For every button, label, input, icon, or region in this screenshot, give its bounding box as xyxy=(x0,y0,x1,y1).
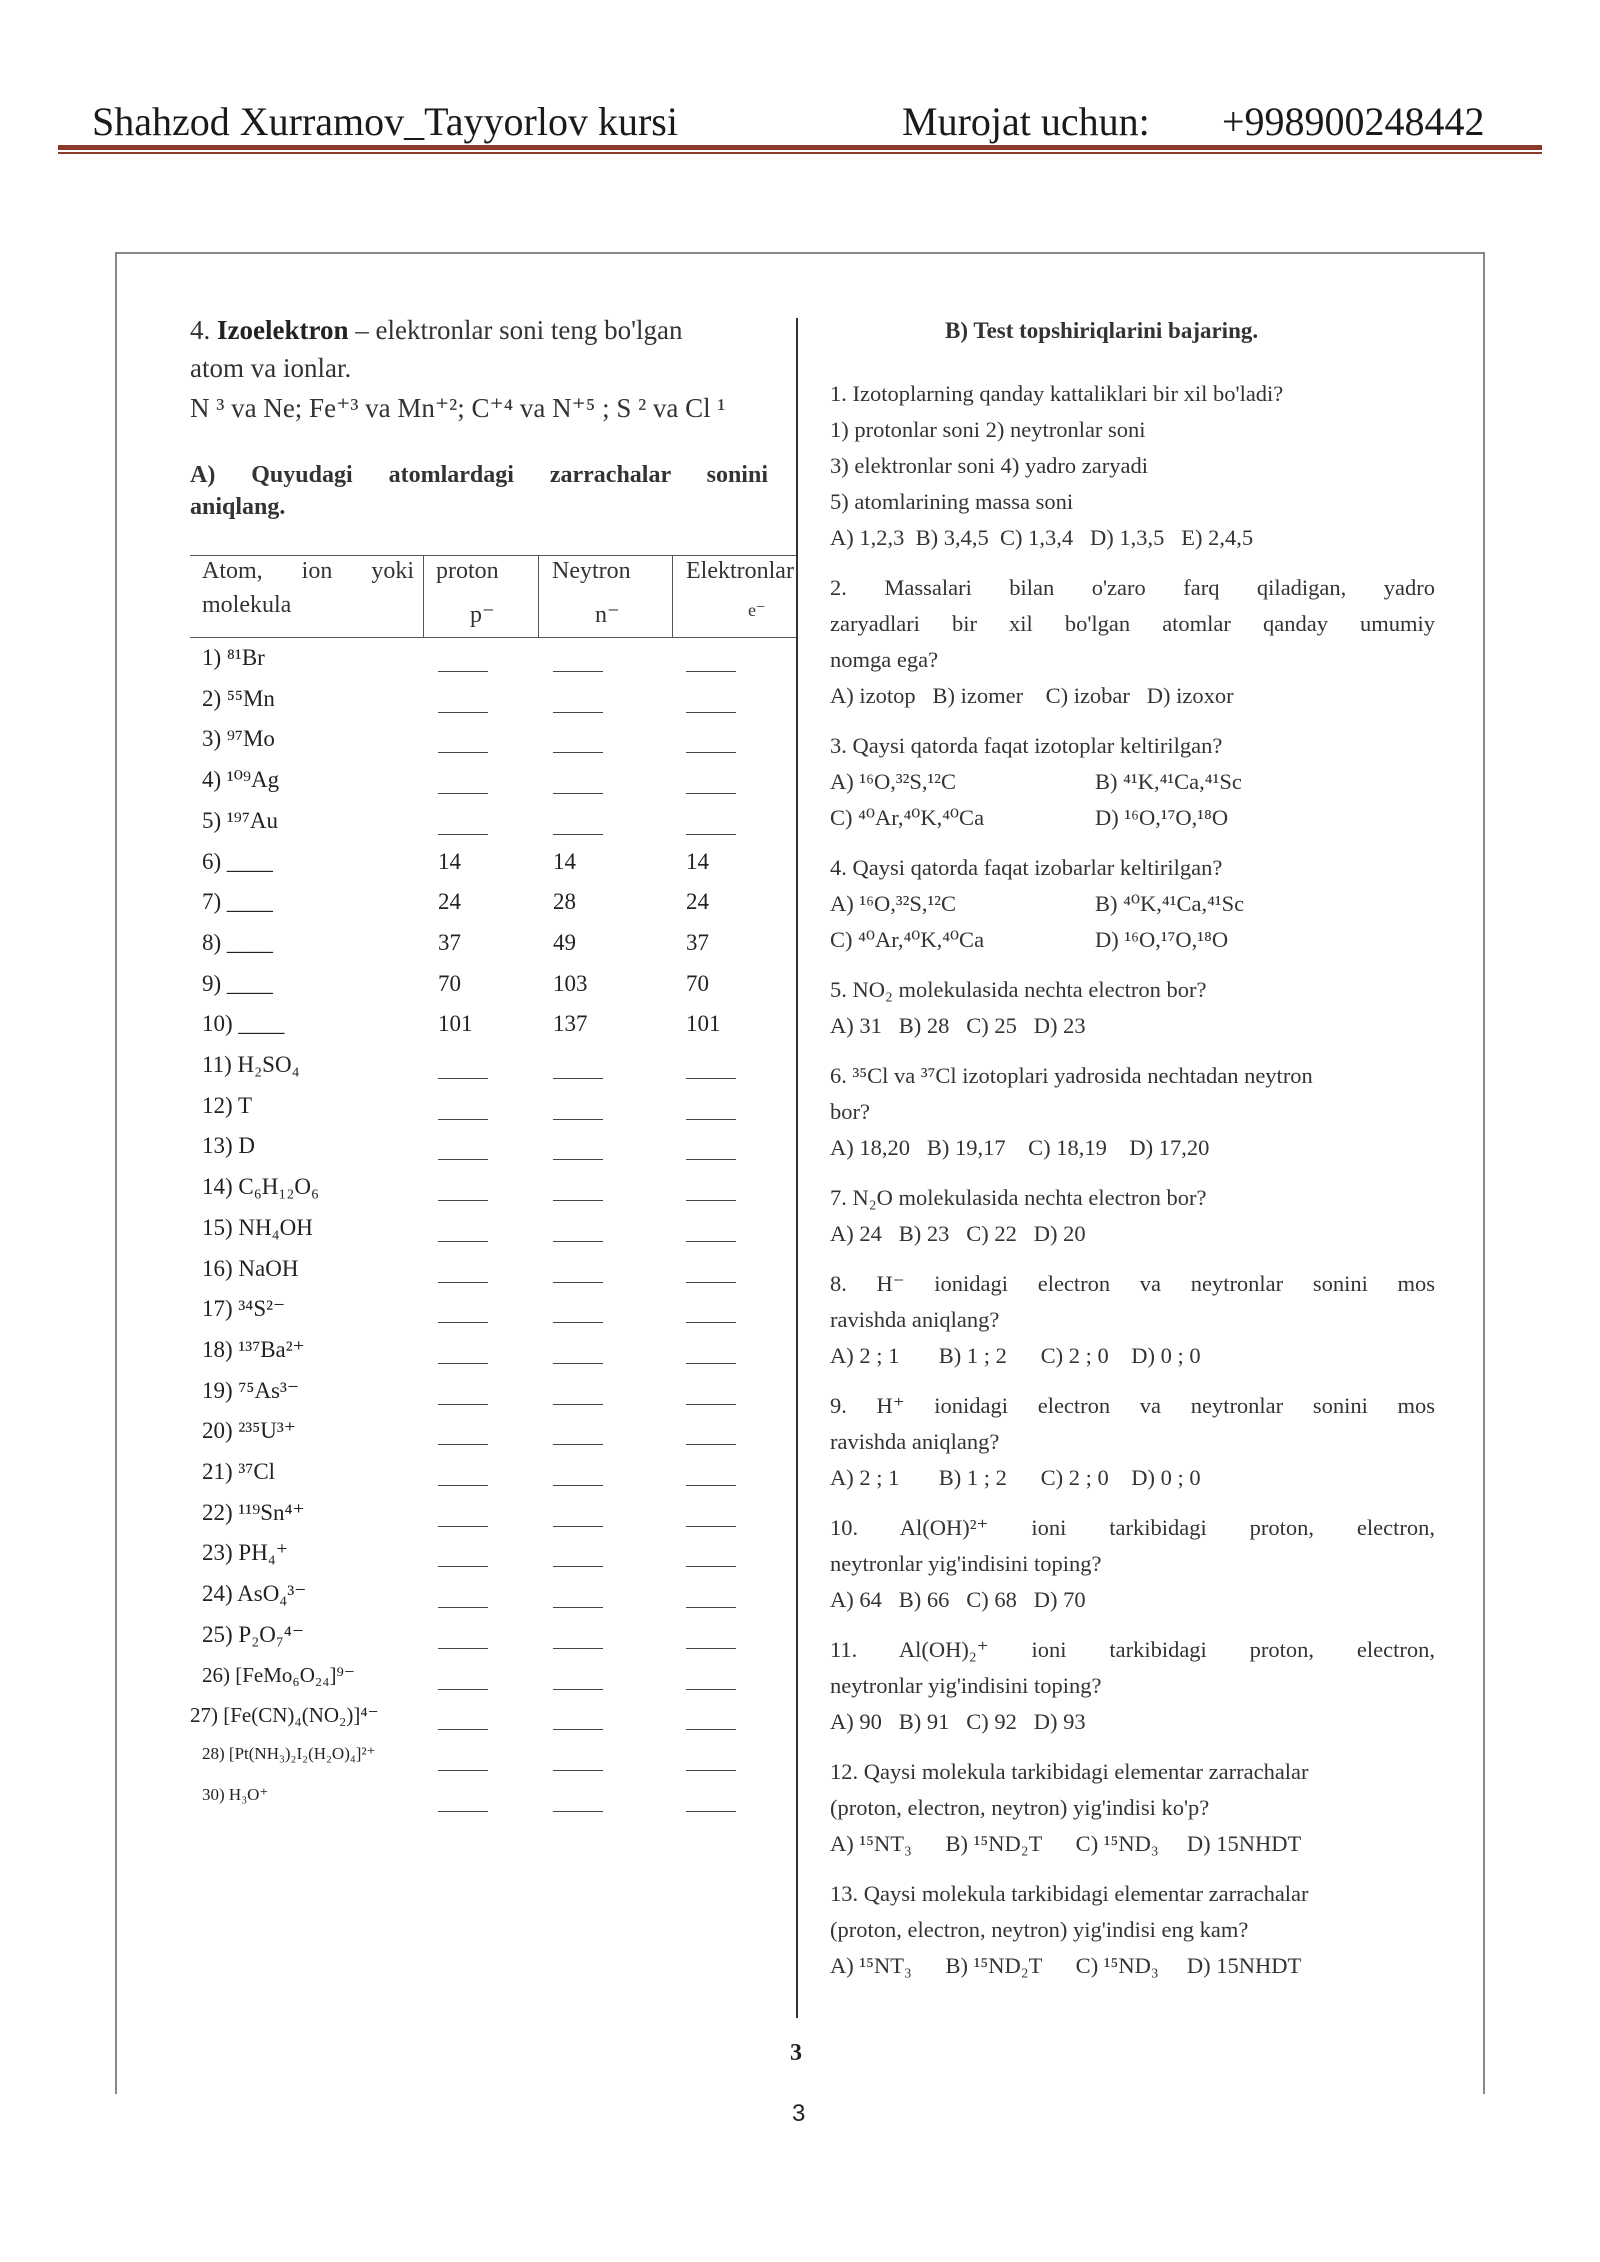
table-cell-blank xyxy=(438,1282,488,1283)
table-cell-blank xyxy=(686,1241,736,1242)
q10-text: 10. Al(OH)²⁺ ioni tarkibidagi proton, electron, xyxy=(830,1515,1435,1540)
table-row-label: 18) ¹³⁷Ba²⁺ xyxy=(202,1336,305,1362)
table-cell-blank xyxy=(553,1444,603,1445)
q13-line2: (proton, electron, neytron) yig'indisi eng kam? xyxy=(830,1917,1249,1942)
table-cell-blank xyxy=(553,1648,603,1649)
table-row-label: 7) ____ xyxy=(202,889,273,915)
table-col-divider xyxy=(672,555,673,637)
table-row-label: 12) T xyxy=(202,1092,253,1118)
table-cell-blank xyxy=(553,1729,603,1730)
table-cell-p: 101 xyxy=(438,1011,473,1037)
table-cell-blank xyxy=(438,1689,488,1690)
table-row-label: 19) ⁷⁵As³⁻ xyxy=(202,1377,300,1403)
table-cell-blank xyxy=(553,1566,603,1567)
heading-definition: – elektronlar soni teng bo'lgan xyxy=(348,315,683,345)
table-cell-blank xyxy=(686,1363,736,1364)
header-rule xyxy=(58,145,1542,150)
isoelectronic-examples: N ³ va Ne; Fe⁺³ va Mn⁺²; C⁺⁴ va N⁺⁵ ; S ² va Cl ¹ xyxy=(190,393,726,423)
table-cell-n: 103 xyxy=(553,970,588,996)
header-author: Shahzod Xurramov_Tayyorlov kursi xyxy=(92,99,678,144)
page-number: 3 xyxy=(792,2100,806,2127)
q4-option-c: C) ⁴⁰Ar,⁴⁰K,⁴⁰Ca xyxy=(830,927,985,952)
table-cell-blank xyxy=(686,752,736,753)
heading-number: 4. xyxy=(190,315,211,345)
table-cell-blank xyxy=(686,1200,736,1201)
q3-option-d: D) ¹⁶O,¹⁷O,¹⁸O xyxy=(1095,805,1229,830)
table-cell-p: 14 xyxy=(438,848,461,874)
table-col-divider xyxy=(423,555,424,637)
q10-line2: neytronlar yig'indisini toping? xyxy=(830,1551,1102,1576)
table-cell-blank xyxy=(686,1322,736,1323)
table-cell-blank xyxy=(686,1729,736,1730)
page-number-inner: 3 xyxy=(790,2040,802,2066)
table-row-label: 13) D xyxy=(202,1133,256,1159)
table-cell-blank xyxy=(686,1607,736,1608)
table-cell-blank xyxy=(686,712,736,713)
table-cell-blank xyxy=(438,1729,488,1730)
table-cell-e: 24 xyxy=(686,889,709,915)
q9-line2: ravishda aniqlang? xyxy=(830,1429,1000,1454)
test-title: B) Test topshiriqlarini bajaring. xyxy=(945,318,1259,343)
q9-text: 9. H⁺ ionidagi electron va neytronlar sonini mos xyxy=(830,1393,1435,1418)
table-cell-blank xyxy=(438,793,488,794)
table-cell-blank xyxy=(686,1078,736,1079)
table-cell-e: 14 xyxy=(686,848,709,874)
table-cell-blank xyxy=(686,1566,736,1567)
table-cell-p: 70 xyxy=(438,970,461,996)
table-cell-blank xyxy=(438,1485,488,1486)
table-row-label: 8) ____ xyxy=(202,929,273,955)
q1-options: A) 1,2,3 B) 3,4,5 C) 1,3,4 D) 1,3,5 E) 2,4,5 xyxy=(830,525,1254,550)
table-cell-blank xyxy=(438,1119,488,1120)
heading-term: Izoelektron xyxy=(217,315,349,345)
table-row-label: 9) ____ xyxy=(202,970,273,996)
table-row-label: 26) [FeMo₆O₂₄]⁹⁻ xyxy=(202,1662,355,1687)
table-cell-blank xyxy=(553,712,603,713)
q2-line2: zaryadlari bir xil bo'lgan atomlar qanday umumiy xyxy=(830,611,1435,636)
q4-text: 4. Qaysi qatorda faqat izobarlar keltirilgan? xyxy=(830,855,1223,880)
table-top-rule xyxy=(190,555,796,556)
table-cell-blank xyxy=(438,1648,488,1649)
col-header-atom-line2: molekula xyxy=(202,592,292,618)
q10-options: A) 64 B) 66 C) 68 D) 70 xyxy=(830,1587,1086,1612)
table-cell-blank xyxy=(686,671,736,672)
table-cell-blank xyxy=(553,752,603,753)
table-cell-blank xyxy=(686,1444,736,1445)
table-cell-blank xyxy=(686,1648,736,1649)
header-contact-label: Murojat uchun: xyxy=(902,99,1150,144)
table-cell-e: 70 xyxy=(686,970,709,996)
table-cell-blank xyxy=(438,1770,488,1771)
col-header-proton: proton xyxy=(436,558,499,584)
q11-options: A) 90 B) 91 C) 92 D) 93 xyxy=(830,1709,1086,1734)
header-phone: +998900248442 xyxy=(1222,99,1485,144)
table-cell-blank xyxy=(553,1363,603,1364)
table-cell-blank xyxy=(686,1689,736,1690)
table-cell-n: 14 xyxy=(553,848,576,874)
section-heading xyxy=(190,312,683,349)
table-cell-blank xyxy=(553,1689,603,1690)
q2-options: A) izotop B) izomer C) izobar D) izoxor xyxy=(830,683,1234,708)
table-cell-p: 37 xyxy=(438,929,461,955)
col-header-neutron-symbol: n⁻ xyxy=(595,602,620,628)
q8-line2: ravishda aniqlang? xyxy=(830,1307,1000,1332)
q2-text: 2. Massalari bilan o'zaro farq qiladigan, yadro xyxy=(830,575,1435,600)
table-row-label: 3) ⁹⁷Mo xyxy=(202,726,275,752)
table-row-label: 11) H₂SO₄ xyxy=(202,1052,300,1077)
table-cell-n: 49 xyxy=(553,929,576,955)
table-cell-blank xyxy=(686,1404,736,1405)
table-cell-blank xyxy=(553,1404,603,1405)
table-cell-blank xyxy=(686,1159,736,1160)
col-header-atom: Atom, ion yoki xyxy=(202,558,414,584)
header-rule-thin xyxy=(58,152,1542,154)
column-divider xyxy=(796,318,798,2018)
q12-text: 12. Qaysi molekula tarkibidagi elementar zarrachalar xyxy=(830,1759,1309,1784)
table-cell-blank xyxy=(553,1078,603,1079)
col-header-electron-symbol: e⁻ xyxy=(748,600,766,620)
table-cell-blank xyxy=(686,834,736,835)
table-cell-blank xyxy=(553,1200,603,1201)
q9-options: A) 2 ; 1 B) 1 ; 2 C) 2 ; 0 D) 0 ; 0 xyxy=(830,1465,1201,1490)
q6-options: A) 18,20 B) 19,17 C) 18,19 D) 17,20 xyxy=(830,1135,1210,1160)
table-cell-p: 24 xyxy=(438,889,461,915)
table-row-label: 25) P₂O₇⁴⁻ xyxy=(202,1621,305,1647)
q3-option-c: C) ⁴⁰Ar,⁴⁰K,⁴⁰Ca xyxy=(830,805,985,830)
q13-options: A) ¹⁵NT₃ B) ¹⁵ND₂T C) ¹⁵ND₃ D) 15NHDT xyxy=(830,1953,1302,1978)
q3-text: 3. Qaysi qatorda faqat izotoplar keltirilgan? xyxy=(830,733,1223,758)
table-row-label: 27) [Fe(CN)₄(NO₂)]⁴⁻ xyxy=(190,1703,379,1728)
q11-text: 11. Al(OH)₂⁺ ioni tarkibidagi proton, electron, xyxy=(830,1637,1435,1662)
table-cell-blank xyxy=(553,834,603,835)
table-cell-blank xyxy=(553,1485,603,1486)
q6-text: 6. ³⁵Cl va ³⁷Cl izotoplari yadrosida nechtadan neytron xyxy=(830,1063,1313,1088)
table-cell-blank xyxy=(438,671,488,672)
table-row-label: 23) PH₄⁺ xyxy=(202,1540,288,1566)
col-header-proton-symbol: p⁻ xyxy=(470,602,495,628)
q8-text: 8. H⁻ ionidagi electron va neytronlar sonini mos xyxy=(830,1271,1435,1296)
q4-options-ab xyxy=(830,886,1435,922)
q6-line2: bor? xyxy=(830,1099,870,1124)
q5-options: A) 31 B) 28 C) 25 D) 23 xyxy=(830,1013,1086,1038)
table-cell-blank xyxy=(438,1404,488,1405)
table-cell-blank xyxy=(438,1444,488,1445)
table-cell-blank xyxy=(438,834,488,835)
table-row-label: 6) ____ xyxy=(202,848,273,874)
task-a-line2: aniqlang. xyxy=(190,494,286,520)
q11-line2: neytronlar yig'indisini toping? xyxy=(830,1673,1102,1698)
table-cell-blank xyxy=(553,1811,603,1812)
q3-options-ab xyxy=(830,764,1435,800)
table-row-label: 20) ²³⁵U³⁺ xyxy=(202,1418,296,1444)
q7-options: A) 24 B) 23 C) 22 D) 20 xyxy=(830,1221,1086,1246)
table-cell-blank xyxy=(553,1119,603,1120)
table-cell-e: 37 xyxy=(686,929,709,955)
q12-line2: (proton, electron, neytron) yig'indisi ko'p? xyxy=(830,1795,1210,1820)
table-cell-n: 137 xyxy=(553,1011,588,1037)
q4-option-a: A) ¹⁶O,³²S,¹²C xyxy=(830,891,956,916)
table-cell-blank xyxy=(553,1159,603,1160)
q1-line2: 1) protonlar soni 2) neytronlar soni xyxy=(830,417,1146,442)
table-row-label: 21) ³⁷Cl xyxy=(202,1459,276,1484)
q1-line4: 5) atomlarining massa soni xyxy=(830,489,1074,514)
q3-option-a: A) ¹⁶O,³²S,¹²C xyxy=(830,769,956,794)
q3-options-cd xyxy=(830,800,1435,836)
col-header-neutron: Neytron xyxy=(552,558,631,584)
table-cell-blank xyxy=(686,1282,736,1283)
table-cell-blank xyxy=(553,793,603,794)
q1-line3: 3) elektronlar soni 4) yadro zaryadi xyxy=(830,453,1148,478)
table-cell-blank xyxy=(438,1363,488,1364)
q3-option-b: B) ⁴¹K,⁴¹Ca,⁴¹Sc xyxy=(1095,769,1242,794)
table-cell-blank xyxy=(438,1078,488,1079)
table-cell-blank xyxy=(553,1241,603,1242)
q4-option-b: B) ⁴⁰K,⁴¹Ca,⁴¹Sc xyxy=(1095,891,1245,916)
table-cell-blank xyxy=(686,1811,736,1812)
table-cell-blank xyxy=(438,1322,488,1323)
table-row-label: 1) ⁸¹Br xyxy=(202,645,265,670)
table-cell-blank xyxy=(686,1770,736,1771)
table-cell-blank xyxy=(438,1811,488,1812)
table-cell-blank xyxy=(553,1282,603,1283)
table-cell-blank xyxy=(553,1607,603,1608)
table-row-label: 16) NaOH xyxy=(202,1255,299,1281)
col-header-electron: Elektronlar xyxy=(686,558,794,584)
table-row-label: 14) C₆H₁₂O₆ xyxy=(202,1174,320,1200)
q1-text: 1. Izotoplarning qanday kattaliklari bir xil bo'ladi? xyxy=(830,381,1284,406)
q5-text: 5. NO₂ molekulasida nechta electron bor? xyxy=(830,977,1207,1002)
table-cell-blank xyxy=(438,1526,488,1527)
table-cell-blank xyxy=(686,1485,736,1486)
table-cell-blank xyxy=(438,1607,488,1608)
q4-option-d: D) ¹⁶O,¹⁷O,¹⁸O xyxy=(1095,927,1229,952)
table-cell-blank xyxy=(553,1770,603,1771)
table-row-label: 10) ____ xyxy=(202,1011,285,1037)
table-col-divider xyxy=(538,555,539,637)
heading-line2: atom va ionlar. xyxy=(190,353,352,383)
table-row-label: 15) NH₄OH xyxy=(202,1214,313,1240)
table-cell-blank xyxy=(438,1566,488,1567)
q2-line3: nomga ega? xyxy=(830,647,939,672)
table-cell-blank xyxy=(553,1526,603,1527)
table-row-label: 28) [Pt(NH₃)₂I₂(H₂O)₄]²⁺ xyxy=(202,1743,376,1763)
table-cell-blank xyxy=(553,671,603,672)
table-cell-blank xyxy=(686,793,736,794)
table-cell-blank xyxy=(438,712,488,713)
table-cell-blank xyxy=(438,752,488,753)
table-cell-blank xyxy=(438,1241,488,1242)
table-row-label: 5) ¹⁹⁷Au xyxy=(202,807,278,833)
table-row-label: 4) ¹⁰⁹Ag xyxy=(202,767,280,793)
q4-options-cd xyxy=(830,922,1435,958)
table-cell-blank xyxy=(438,1200,488,1201)
table-row-label: 2) ⁵⁵Mn xyxy=(202,685,275,711)
q8-options: A) 2 ; 1 B) 1 ; 2 C) 2 ; 0 D) 0 ; 0 xyxy=(830,1343,1201,1368)
q13-text: 13. Qaysi molekula tarkibidagi elementar zarrachalar xyxy=(830,1881,1309,1906)
task-a-line1: A) Quyudagi atomlardagi zarrachalar sonini xyxy=(190,462,768,488)
table-cell-blank xyxy=(553,1322,603,1323)
table-row-label: 22) ¹¹⁹Sn⁴⁺ xyxy=(202,1499,305,1525)
table-cell-e: 101 xyxy=(686,1011,721,1037)
table-cell-blank xyxy=(438,1159,488,1160)
table-header-rule xyxy=(190,637,796,638)
q12-options: A) ¹⁵NT₃ B) ¹⁵ND₂T C) ¹⁵ND₃ D) 15NHDT xyxy=(830,1831,1302,1856)
table-cell-blank xyxy=(686,1526,736,1527)
table-cell-n: 28 xyxy=(553,889,576,915)
table-cell-blank xyxy=(686,1119,736,1120)
table-row-label: 30) H₃O⁺ xyxy=(202,1784,269,1804)
table-row-label: 17) ³⁴S²⁻ xyxy=(202,1296,286,1322)
q7-text: 7. N₂O molekulasida nechta electron bor? xyxy=(830,1185,1207,1210)
questions xyxy=(830,376,1435,1984)
table-row-label: 24) AsO₄³⁻ xyxy=(202,1581,307,1607)
